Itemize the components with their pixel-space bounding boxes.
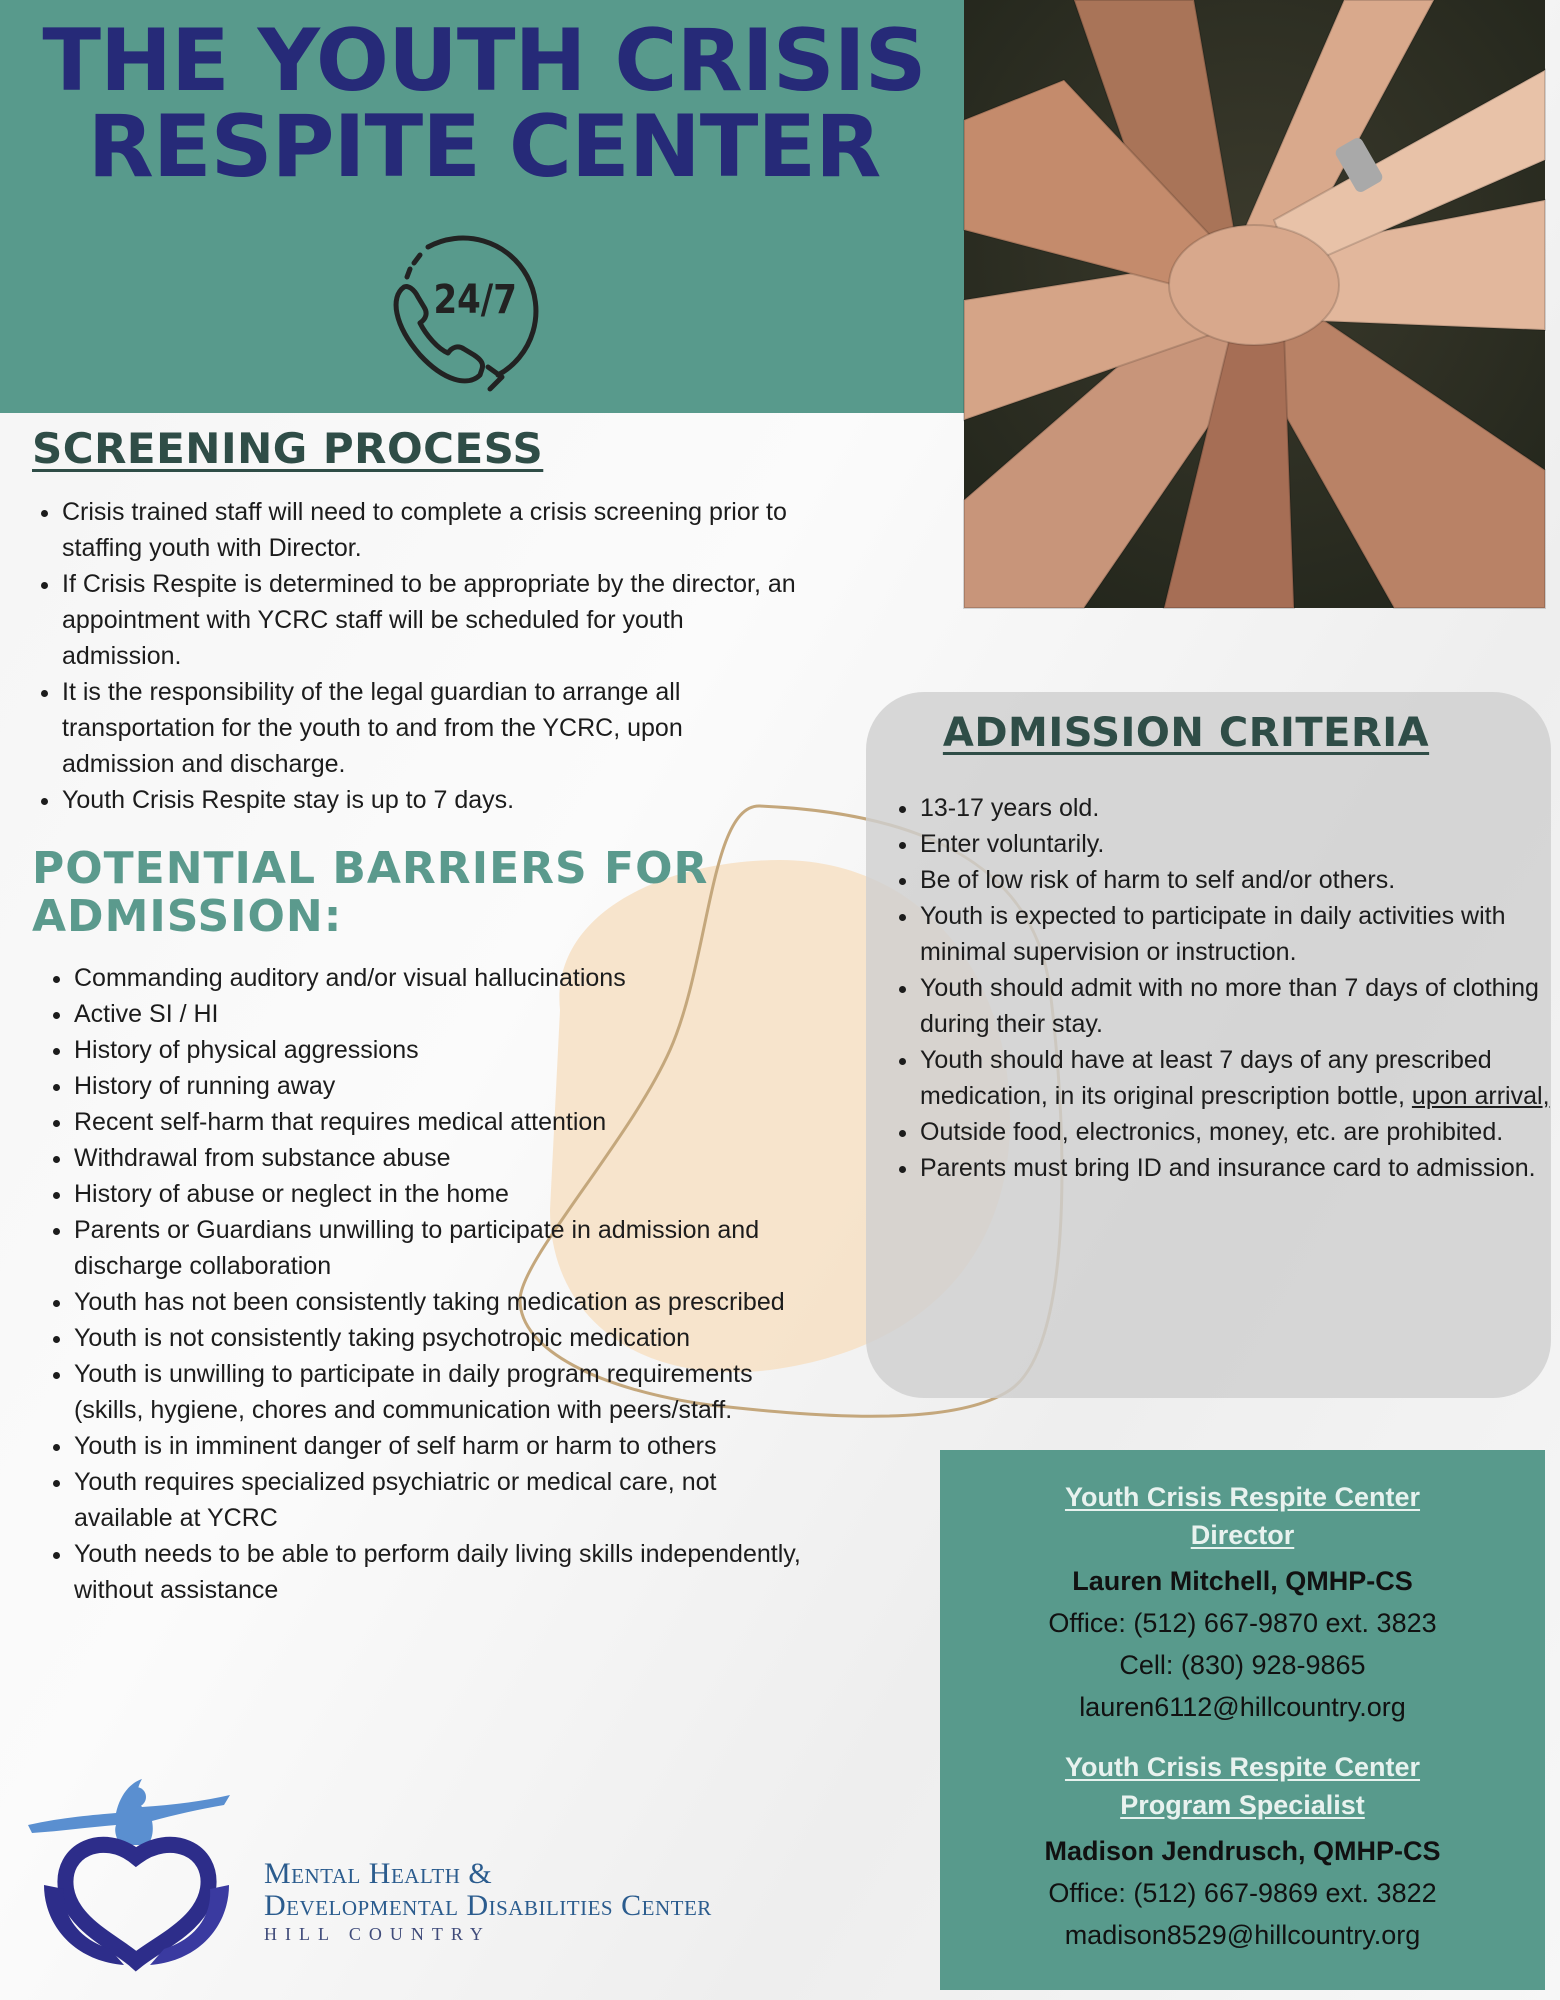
list-item: • If Crisis Respite is determined to be appropriate by the director, an appointment with YCRC staff will be scheduled for youth admission.: [62, 566, 802, 674]
director-office-phone: Office: (512) 667-9870 ext. 3823: [1048, 1608, 1437, 1638]
director-email: lauren6112@hillcountry.org: [1079, 1692, 1406, 1722]
barriers-heading-line-1: POTENTIAL BARRIERS FOR: [32, 843, 709, 894]
list-item: • Youth Crisis Respite stay is up to 7 days.: [62, 782, 802, 818]
title-line-1: THE YOUTH CRISIS: [42, 11, 926, 111]
screening-list: [20, 494, 802, 818]
list-item: • Parents must bring ID and insurance card to admission.: [920, 1150, 1560, 1186]
barriers-list: [32, 960, 814, 1608]
director-role-line-1: Youth Crisis Respite Center: [1064, 1482, 1421, 1512]
list-item: • Commanding auditory and/or visual hallucinations: [74, 960, 814, 996]
list-item: • Withdrawal from substance abuse: [74, 1140, 814, 1176]
logo-line-1: Mental Health &: [264, 1857, 493, 1890]
logo-line-3: HILL COUNTRY: [264, 1924, 491, 1944]
list-item: • Recent self-harm that requires medical attention: [74, 1104, 814, 1140]
specialist-role-line-1: Youth Crisis Respite Center: [1064, 1752, 1421, 1782]
list-item: • Enter voluntarily.: [920, 826, 1560, 862]
list-item: • Youth is expected to participate in daily activities with minimal supervision or instruction.: [920, 898, 1560, 970]
list-item: • Youth requires specialized psychiatric or medical care, not available at YCRC: [74, 1464, 814, 1536]
list-item-medication: [920, 1042, 1560, 1114]
specialist-role-line-2: Program Specialist: [1120, 1790, 1365, 1820]
list-item: • Youth is not consistently taking psychotropic medication: [74, 1320, 814, 1356]
director-cell-phone: Cell: (830) 928-9865: [1119, 1650, 1366, 1680]
director-name: Lauren Mitchell, QMHP-CS: [1072, 1566, 1413, 1596]
person-heart-hands-logo-icon: [24, 1765, 249, 1970]
admission-list: [878, 790, 1560, 1186]
list-item: • Parents or Guardians unwilling to participate in admission and discharge collaboration: [74, 1212, 814, 1284]
phone-24-7-icon: [380, 217, 555, 392]
list-item: • Youth is unwilling to participate in daily program requirements (skills, hygiene, chores and communication with peers/staff.: [74, 1356, 814, 1428]
list-item: • Youth needs to be able to perform daily living skills independently, without assistance: [74, 1536, 814, 1608]
upon-arrival-emphasis: upon arrival: [1411, 1082, 1543, 1110]
title-line-2: RESPITE CENTER: [87, 97, 881, 197]
director-role-line-2: Director: [1190, 1520, 1295, 1550]
list-item: • Be of low risk of harm to self and/or others.: [920, 862, 1560, 898]
barriers-heading: [32, 845, 752, 941]
barriers-heading-line-2: ADMISSION:: [32, 891, 343, 942]
list-item: • Youth is in imminent danger of self harm or harm to others: [74, 1428, 814, 1464]
hands-together-photo: [964, 0, 1545, 608]
organization-logo-text: [264, 1858, 804, 1945]
hours-badge-text: 24/7: [433, 276, 517, 323]
list-item: • Outside food, electronics, money, etc. are prohibited.: [920, 1114, 1560, 1150]
list-item: • History of running away: [74, 1068, 814, 1104]
medication-text: Youth should have at least 7 days of any prescribed medication, in its original prescription bottle,: [920, 1046, 1492, 1110]
specialist-email: madison8529@hillcountry.org: [1064, 1920, 1421, 1950]
admission-heading: ADMISSION CRITERIA: [942, 710, 1430, 756]
list-item: • Youth should admit with no more than 7 days of clothing during their stay.: [920, 970, 1560, 1042]
screening-heading: SCREENING PROCESS: [32, 424, 544, 473]
director-contact: [940, 1478, 1545, 1728]
list-item: • Active SI / HI: [74, 996, 814, 1032]
list-item: • It is the responsibility of the legal guardian to arrange all transportation for the youth to and from the YCRC, upon admission and discharge.: [62, 674, 802, 782]
list-item: • Crisis trained staff will need to complete a crisis screening prior to staffing youth with Director.: [62, 494, 802, 566]
list-item: • History of abuse or neglect in the home: [74, 1176, 814, 1212]
specialist-name: Madison Jendrusch, QMHP-CS: [1044, 1836, 1441, 1866]
specialist-contact: [940, 1748, 1545, 1956]
specialist-office-phone: Office: (512) 667-9869 ext. 3822: [1048, 1878, 1437, 1908]
logo-line-2: Developmental Disabilities Center: [264, 1889, 712, 1922]
list-item: • Youth has not been consistently taking medication as prescribed: [74, 1284, 814, 1320]
list-item: • History of physical aggressions: [74, 1032, 814, 1068]
medication-trailing-comma: ,: [1542, 1082, 1550, 1110]
page-title: [14, 11, 954, 197]
list-item: • 13-17 years old.: [920, 790, 1560, 826]
